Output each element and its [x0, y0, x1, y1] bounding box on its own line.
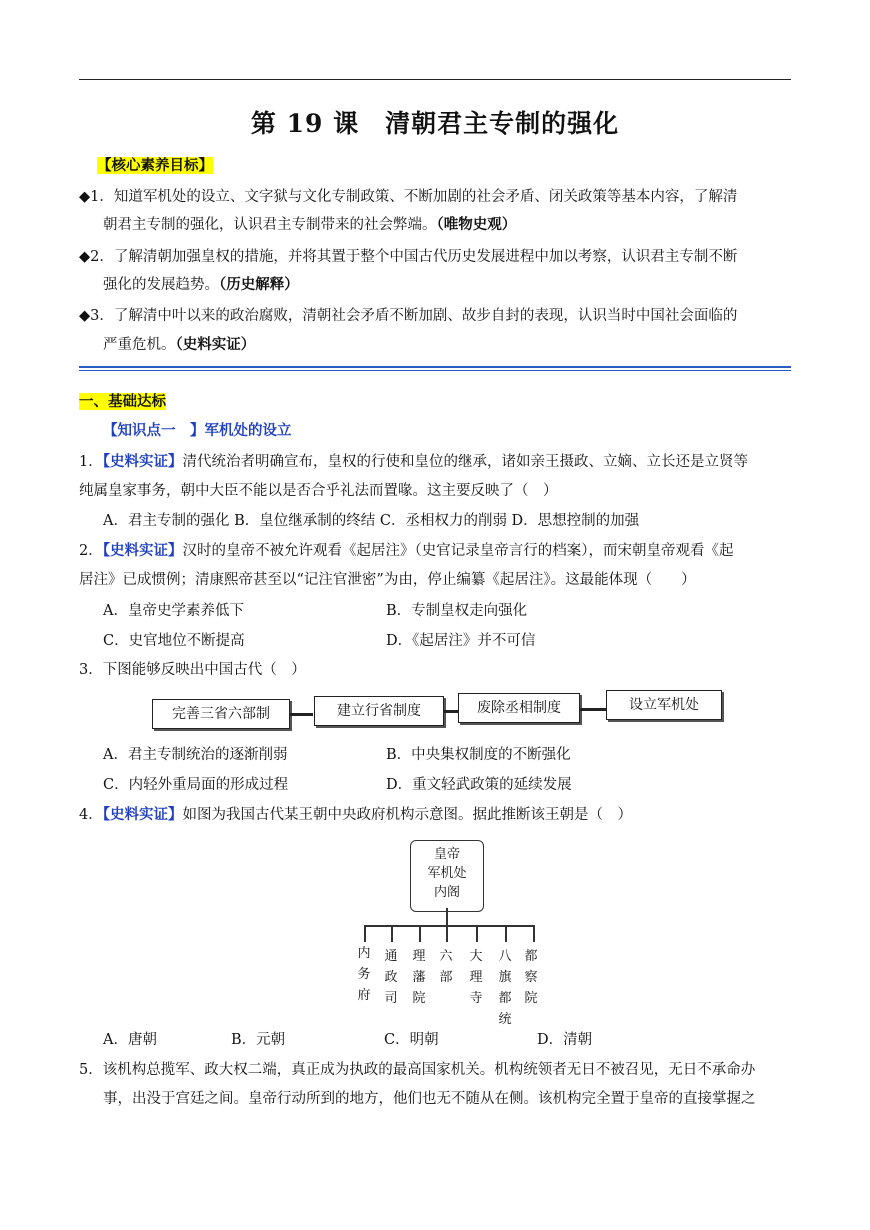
- org-top-line-2: 军机处: [427, 866, 467, 881]
- org-branch-6: 八 旗 都 统: [498, 949, 512, 1027]
- q4-option-a: A．唐朝: [103, 1032, 157, 1048]
- q3-option-b: B．中央集权制度的不断强化: [386, 747, 571, 763]
- knowledge-point-heading: 【知识点一 】军机处的设立: [103, 422, 292, 439]
- org-top-line-1: 皇帝: [433, 847, 460, 862]
- flow-box-2: 建立行省制度: [314, 696, 444, 726]
- q1-line1: 1．【史料实证】清代统治者明确宣布，皇权的行使和皇位的继承，诸如亲王摄政、立嫡、立长还是立贤等: [79, 453, 748, 470]
- org-bar: [364, 925, 534, 927]
- q1-line2: 纯属皇家事务，朝中大臣不能以是否合乎礼法而置喙。这主要反映了（ ）: [79, 483, 558, 499]
- q4-option-b: B．元朝: [231, 1032, 286, 1048]
- flow-connector-3: [580, 708, 606, 711]
- goals-divider-thin: [79, 370, 791, 371]
- top-rule: [79, 79, 791, 80]
- q1-options: A．君主专制的强化 B．皇位继承制的终结 C．丞相权力的削弱 D．思想控制的加强: [103, 513, 640, 529]
- org-drop-6: [505, 925, 507, 942]
- goal-3-line1: ◆3．了解清中叶以来的政治腐败，清朝社会矛盾不断加剧、故步自封的表现，认识当时中国社会面临的: [79, 308, 738, 324]
- flow-box-3: 废除丞相制度: [458, 693, 580, 723]
- q3-option-a: A．君主专制统治的逐渐削弱: [103, 747, 288, 763]
- q3-option-d: D．重文轻武政策的延续发展: [386, 777, 572, 793]
- goal-2-line2: 强化的发展趋势。（历史解释）: [103, 276, 299, 293]
- goal-3-line2: 严重危机。（史料实证）: [103, 336, 256, 353]
- flow-box-4: 设立军机处: [606, 690, 722, 720]
- section-title: 一、基础达标: [79, 393, 166, 410]
- org-top-box: [410, 840, 484, 912]
- q2-line1: 2．【史料实证】汉时的皇帝不被允许观看《起居注》（史官记录皇帝言行的档案），而宋朝皇帝观看《起: [79, 542, 734, 559]
- q2-option-a: A．皇帝史学素养低下: [103, 603, 244, 619]
- org-branch-4: 六 部: [439, 949, 453, 985]
- org-drop-7: [533, 925, 535, 942]
- org-branch-2: 通 政 司: [384, 949, 398, 1006]
- goal-1-line2: 朝君主专制的强化，认识君主专制带来的社会弊端。（唯物史观）: [103, 216, 517, 233]
- q2-option-c: C．史官地位不断提高: [103, 633, 245, 649]
- q3-stem: 3．下图能够反映出中国古代（ ）: [79, 662, 306, 678]
- org-branch-1: 内 务 府: [357, 946, 371, 1003]
- org-top-line-3: 内阁: [433, 885, 460, 900]
- org-stem: [446, 908, 448, 926]
- org-drop-1: [364, 925, 366, 942]
- goal-2-line1: ◆2．了解清朝加强皇权的措施，并将其置于整个中国古代历史发展进程中加以考察，认识君主专制不断: [79, 249, 738, 265]
- org-branch-3: 理 藩 院: [412, 949, 426, 1006]
- q4-option-c: C．明朝: [384, 1032, 439, 1048]
- flow-connector-1: [290, 713, 313, 716]
- goals-header: 【核心素养目标】: [97, 157, 213, 174]
- q3-option-c: C．内轻外重局面的形成过程: [103, 777, 289, 793]
- q2-line2: 居注》已成惯例；清康熙帝甚至以“记注官泄密”为由，停止编纂《起居注》。这最能体现（ ）: [79, 572, 696, 588]
- goal-1-line1: ◆1．知道军机处的设立、文字狱与文化专制政策、不断加剧的社会矛盾、闭关政策等基本内容，了解清: [79, 189, 738, 205]
- q5-line2: 事，出没于宫廷之间。皇帝行动所到的地方，他们也无不随从在侧。该机构完全置于皇帝的直接掌握之: [103, 1091, 756, 1107]
- q4-stem: 4．【史料实证】如图为我国古代某王朝中央政府机构示意图。据此推断该王朝是（ ）: [79, 806, 632, 823]
- org-drop-5: [476, 925, 478, 942]
- org-drop-2: [391, 925, 393, 942]
- org-drop-3: [419, 925, 421, 942]
- goals-divider: [79, 366, 791, 368]
- page-title: 第 19 课 清朝君主专制的强化: [250, 109, 620, 138]
- org-branch-7: 都 察 院: [524, 949, 538, 1006]
- q5-line1: 5．该机构总揽军、政大权二端，真正成为执政的最高国家机关。机构统领者无日不被召见，无日不承命办: [79, 1062, 756, 1078]
- org-drop-4: [446, 925, 448, 942]
- org-branch-5: 大 理 寺: [469, 949, 483, 1006]
- q4-option-d: D．清朝: [537, 1032, 593, 1048]
- q2-option-d: D．《起居注》并不可信: [386, 633, 536, 649]
- flow-box-1: 完善三省六部制: [152, 699, 290, 729]
- q2-option-b: B．专制皇权走向强化: [386, 603, 528, 619]
- flow-connector-2: [444, 710, 458, 713]
